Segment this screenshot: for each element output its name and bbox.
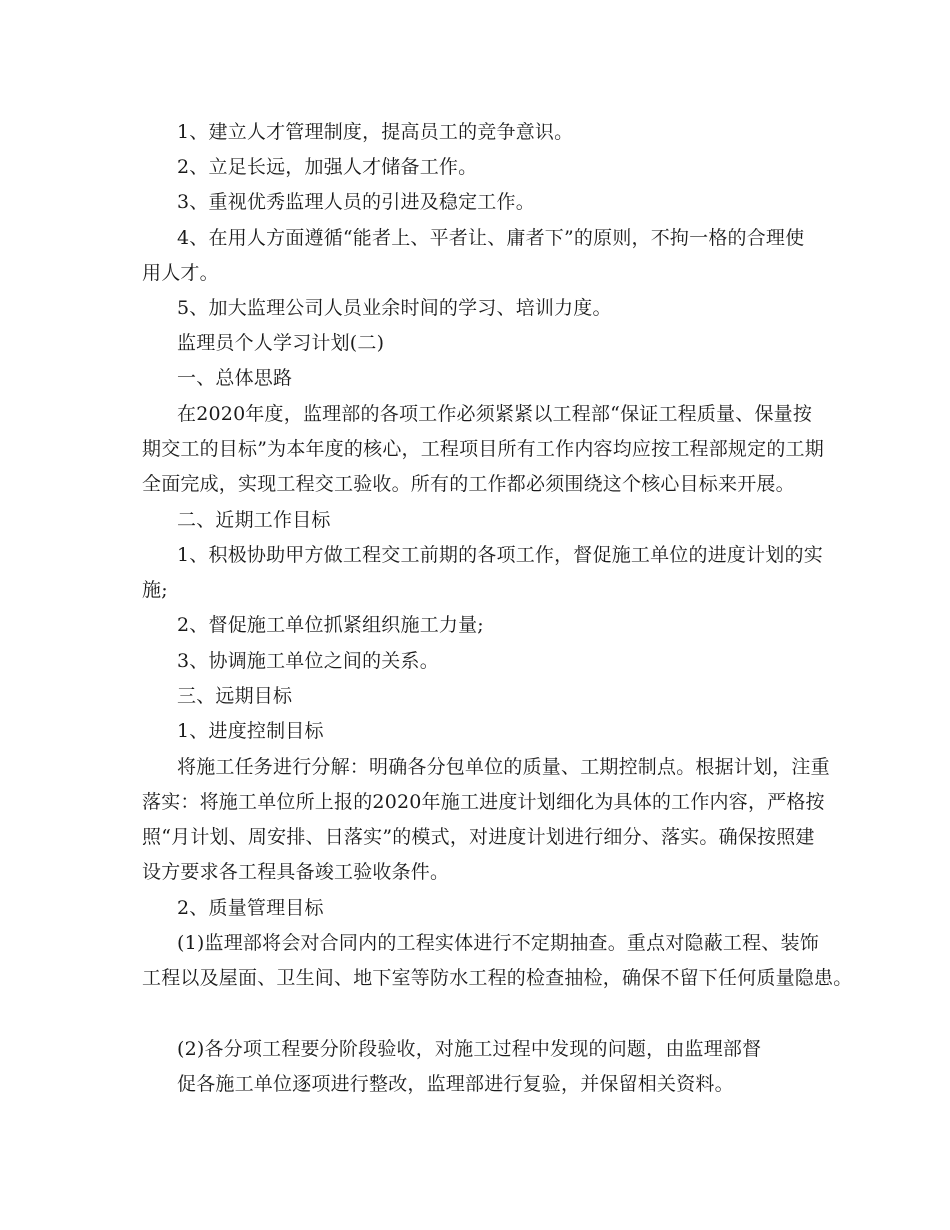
paragraph-line: 工程以及屋面、卫生间、地下室等防水工程的检查抽检，确保不留下任何质量隐患。 <box>142 967 853 989</box>
paragraph-line: 将施工任务进行分解：明确各分包单位的质量、工期控制点。根据计划，注重 <box>177 756 830 778</box>
subsection-heading: 1、进度控制目标 <box>177 720 324 742</box>
list-item: 3、重视优秀监理人员的引进及稳定工作。 <box>177 191 535 213</box>
section-heading: 三、远期目标 <box>177 685 293 707</box>
list-item: 5、加大监理公司人员业余时间的学习、培训力度。 <box>177 297 612 319</box>
paragraph-line: (1)监理部将会对合同内的工程实体进行不定期抽查。重点对隐蔽工程、装饰 <box>177 932 819 954</box>
paragraph-line: 全面完成，实现工程交工验收。所有的工作都必须围绕这个核心目标来开展。 <box>142 473 795 495</box>
section-title: 监理员个人学习计划(二) <box>177 332 385 354</box>
paragraph-line: (2)各分项工程要分阶段验收，对施工过程中发现的问题，由监理部督 <box>177 1038 762 1060</box>
list-item: 2、立足长远，加强人才储备工作。 <box>177 156 478 178</box>
paragraph-line: 照“月计划、周安排、日落实”的模式，对进度计划进行细分、落实。确保按照建 <box>142 826 815 848</box>
list-item: 1、建立人才管理制度，提高员工的竞争意识。 <box>177 121 574 143</box>
list-item: 4、在用人方面遵循“能者上、平者让、庸者下”的原则，不拘一格的合理使 <box>177 227 805 249</box>
paragraph-line: 设方要求各工程具备竣工验收条件。 <box>142 861 450 883</box>
paragraph-line: 在2020年度，监理部的各项工作必须紧紧以工程部“保证工程质量、保量按 <box>177 403 813 425</box>
paragraph-line: 落实：将施工单位所上报的2020年施工进度计划细化为具体的工作内容，严格按 <box>142 791 825 813</box>
paragraph-line: 期交工的目标”为本年度的核心，工程项目所有工作内容均应按工程部规定的工期 <box>142 438 824 460</box>
list-item: 2、督促施工单位抓紧组织施工力量; <box>177 614 484 636</box>
list-item: 3、协调施工单位之间的关系。 <box>177 650 439 672</box>
section-heading: 一、总体思路 <box>177 367 293 389</box>
paragraph-line: 施; <box>142 579 168 601</box>
subsection-heading: 2、质量管理目标 <box>177 897 324 919</box>
paragraph-line: 促各施工单位逐项进行整改，监理部进行复验，并保留相关资料。 <box>177 1073 734 1095</box>
section-heading: 二、近期工作目标 <box>177 509 331 531</box>
list-item: 1、积极协助甲方做工程交工前期的各项工作，督促施工单位的进度计划的实 <box>177 544 823 566</box>
paragraph-line: 用人才。 <box>142 262 219 284</box>
